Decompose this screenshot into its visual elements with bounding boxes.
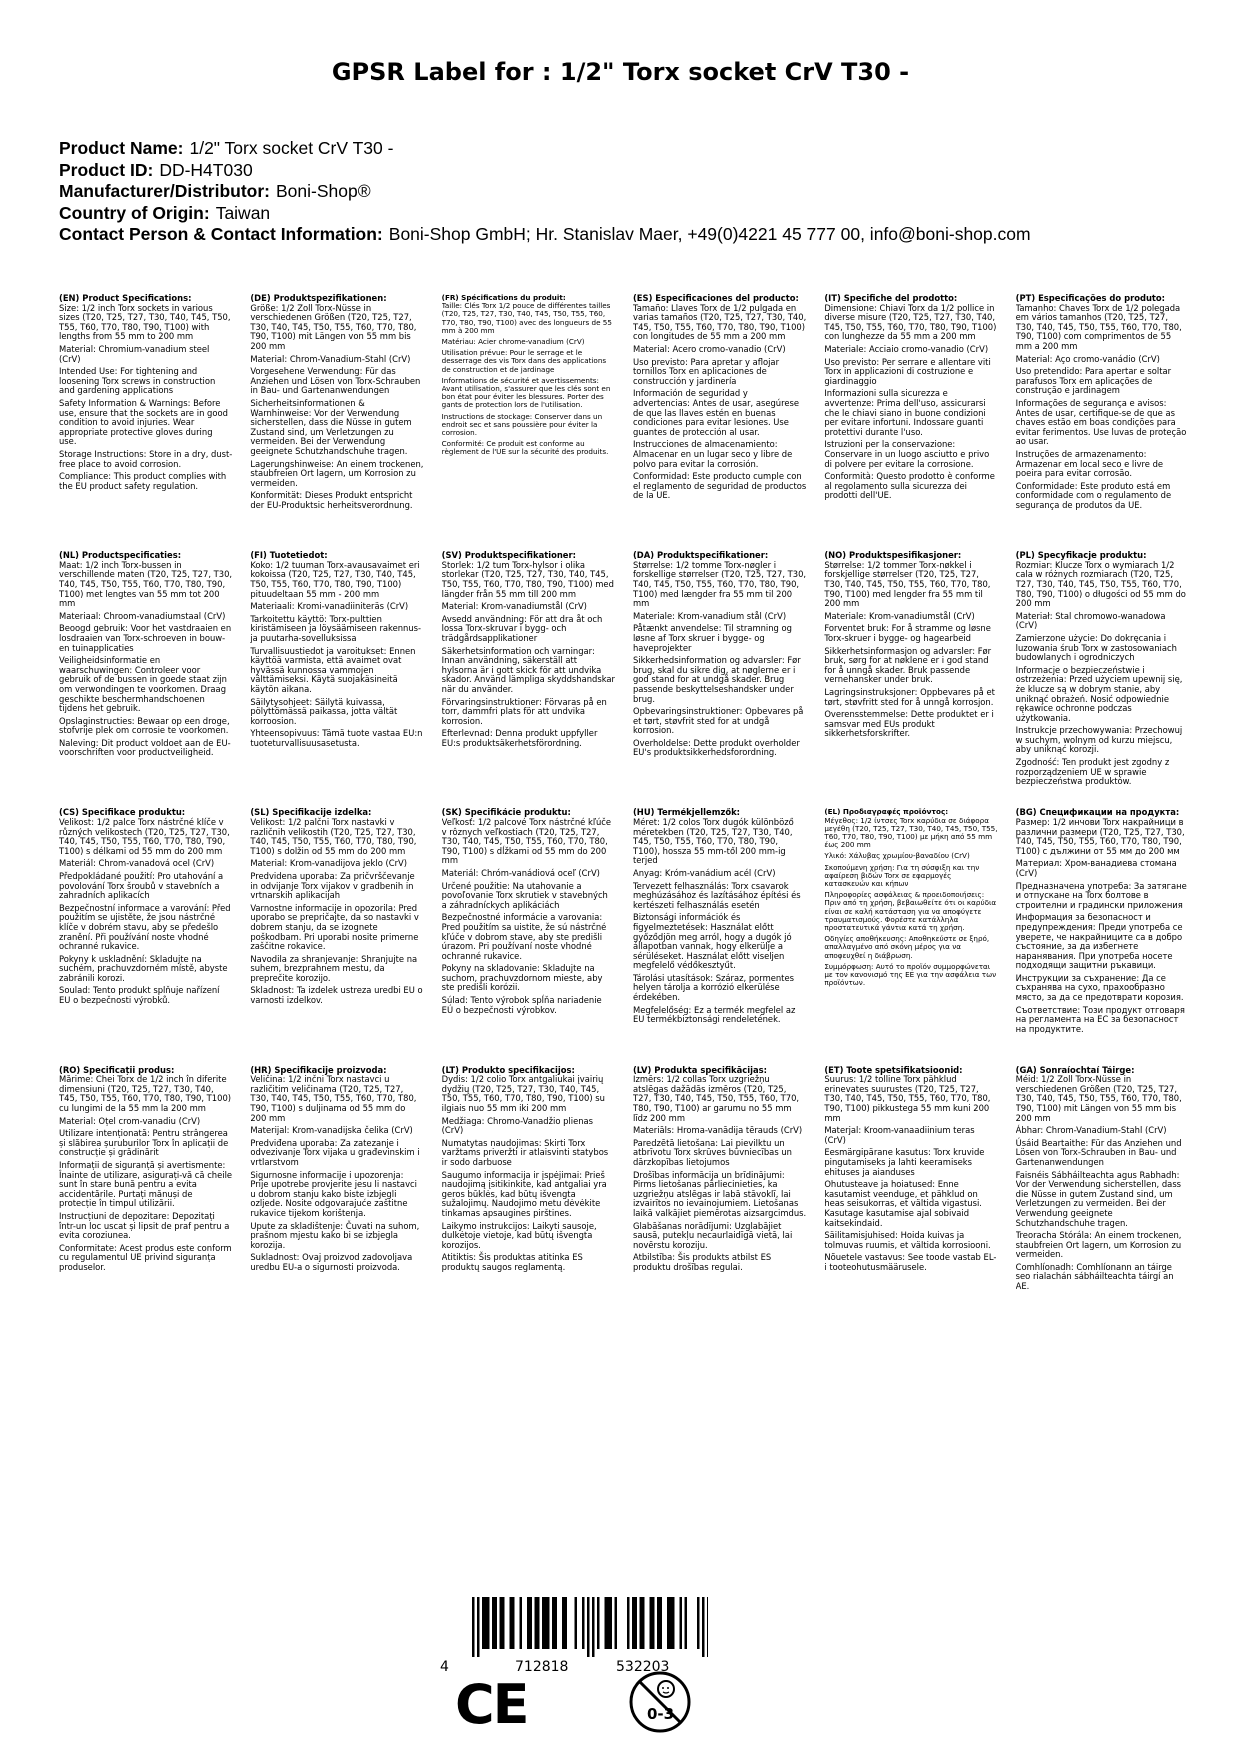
barcode-bar — [702, 1597, 705, 1657]
barcode — [440, 1597, 740, 1675]
spec-paragraph: Treoracha Stórála: An einem trockenen, staubfreien Ort lagern, um Korrosion zu vermeiden. — [1015, 1230, 1182, 1260]
spec-paragraph: Megfelelőség: Ez a termék megfelel az EU termékbiztonsági rendeletének. — [632, 1004, 796, 1025]
info-row — [59, 203, 1189, 225]
spec-block — [250, 808, 423, 1059]
spec-paragraph: Medžiaga: Chromo-Vanadžio plienas (CrV) — [441, 1115, 594, 1136]
spec-paragraph: Lagringsinstruksjoner: Oppbevares på et tørt, støvfritt sted for å unngå korrosjon. — [824, 686, 995, 707]
spec-block — [633, 551, 806, 802]
spec-paragraph: Biztonsági információk és figyelmeztetések: Használat előtt győződjön meg arról, hogy a dugók jó állapotban vannak, hogy elkerülje a sérüléseket. Használat előtt viseljen megfelelő védőkesztyűt. — [632, 912, 792, 971]
spec-paragraph: Bezpečnostné informácie a varovania: Pred použitím sa uistite, že sú nástrčné kľúče v dobrom stave, aby ste predišli úrazom. Pri používaní noste vhodné ochranné rukavice. — [441, 912, 607, 961]
barcode-digits-left: 712818 — [515, 1659, 569, 1675]
spec-paragraph: Faisnéis Sábháilteachta agus Rabhadh: Vor der Verwendung sicherstellen, dass die Nüsse in gutem Zustand sind, um Verletzungen zu vermeiden. Bei der Verwendung geeignete Schutzhandschuhe tragen. — [1015, 1169, 1182, 1228]
barcode-bar — [512, 1597, 515, 1649]
spec-paragraph: Инструкции за съхранение: Да се съхранява на сухо, прахообразно място, за да се предотврати корозия. — [1015, 972, 1184, 1003]
barcode-bar — [615, 1597, 618, 1649]
spec-paragraph: Material: Krom-vanadiumstål (CrV) — [441, 601, 587, 612]
spec-paragraph: Nõuetele vastavus: See toode vastab EL-i tooteohutusmäärusele. — [824, 1252, 997, 1272]
info-row — [59, 181, 1189, 203]
barcode-bar — [520, 1597, 523, 1649]
spec-paragraph: Mărime: Chei Torx de 1/2 inch în diferite dimensiuni (T20, T25, T27, T30, T40, T45, T50, T55, T60, T70, T80, T90, T100) cu lungimi de la 55 mm la 200 mm — [59, 1074, 232, 1113]
spec-block — [59, 294, 232, 545]
info-row — [59, 160, 1189, 182]
spec-paragraph: Sigurnosne informacije i upozorenja: Prije upotrebe provjerite jesu li nastavci u dobrom stanju kako biste izbjegli ozljede. Nosite odgovarajuće zaštitne rukavice tijekom korištenja. — [250, 1169, 417, 1218]
barcode-bar — [472, 1597, 475, 1657]
spec-paragraph: Materiál: Chróm-vanádiová oceľ (CrV) — [441, 867, 600, 878]
spec-paragraph: Atitiktis: Šis produktas atitinka ES produktų saugos reglamentą. — [441, 1252, 583, 1272]
spec-paragraph: Размер: 1/2 инчови Torx накрайници в различни размери (T20, T25, T27, T30, T40, T45, T50, T55, T60, T70, T80, T90, T100) с дължини от 55 мм до 200 мм — [1015, 816, 1185, 856]
spec-paragraph: Informações de segurança e avisos: Antes de usar, certifique-se de que as chaves estão em boas condições para evitar ferimentos. Use luvas de proteção ao usar. — [1015, 397, 1187, 447]
info-label: Country of Origin: — [59, 202, 210, 223]
spec-paragraph: Materijal: Krom-vanadijska čelika (CrV) — [250, 1125, 413, 1136]
barcode-bar — [502, 1597, 505, 1649]
spec-paragraph: Konformität: Dieses Produkt entspricht der EU-Produktsic herheitsverordnung. — [250, 490, 413, 510]
spec-paragraph: Informazioni sulla sicurezza e avvertenze: Prima dell'uso, assicurarsi che le chiavi siano in buone condizioni per evitare infortuni. Indossare guanti protettivi durante l'uso. — [824, 388, 986, 437]
spec-paragraph: Storlek: 1/2 tum Torx-hylsor i olika storlekar (T20, T25, T27, T30, T40, T45, T50, T55, T60, T70, T80, T90, T100) med längder från 55 mm till 200 mm — [441, 559, 614, 599]
barcode-bar — [650, 1597, 653, 1649]
spec-paragraph: Съответствие: Този продукт отговаря на регламента на ЕС за безопасност на продуктите. — [1015, 1004, 1185, 1034]
barcode-bar — [510, 1597, 513, 1649]
barcode-bar — [575, 1597, 578, 1649]
spec-block — [59, 1066, 232, 1317]
spec-paragraph: Taille: Clés Torx 1/2 pouce de différentes tailles (T20, T25, T27, T30, T40, T45, T50, T55, T60, T70, T80, T90, T100) avec des longueurs de 55 mm à 200 mm — [441, 301, 612, 335]
spec-block — [59, 551, 232, 802]
spec-paragraph: Veličina: 1/2 inčni Torx nastavci u različitim veličinama (T20, T25, T27, T30, T40, T45, T50, T55, T60, T70, T80, T90, T100) s duljinama od 55 mm do 200 mm — [250, 1074, 417, 1123]
spec-paragraph: Informacje o bezpieczeństwie i ostrzeżenia: Przed użyciem upewnij się, że klucze są w dobrym stanie, aby uniknąć obrażeń. Nosić odpowiednie rękawice ochronne podczas użytkowania. — [1015, 664, 1183, 723]
spec-paragraph: Størrelse: 1/2 tommer Torx-nøkkel i forskjellige størrelser (T20, T25, T27, T30, T40, T45, T50, T55, T60, T70, T80, T90, T100) med lengder fra 55 mm til 200 mm — [824, 559, 991, 609]
spec-paragraph: Μέγεθος: 1/2 ίντσες Torx καρύδια σε διάφορα μεγέθη (T20, T25, T27, T30, T40, T45, T50, T55, T60, T70, T80, T90, T100) με μήκη από 55 mm έως 200 mm — [824, 815, 998, 850]
spec-paragraph: Instrukcje przechowywania: Przechowuj w suchym, wolnym od kurzu miejscu, aby uniknąć korozji. — [1015, 725, 1183, 755]
spec-heading: (EN) Product Specifications: — [59, 294, 192, 303]
spec-paragraph: Conformità: Questo prodotto è conforme al regolamento sulla sicurezza dei prodotti dell'UE. — [824, 471, 995, 501]
spec-heading: (IT) Specifiche del prodotto: — [824, 294, 958, 303]
spec-heading: (LT) Produkto specifikacijos: — [441, 1065, 575, 1075]
spec-paragraph: Информация за безопасност и предупреждения: Преди употреба се уверете, че накрайниците са в добро състояние, за да избегнете наранявания. При употреба носете подходящи защитни ръкавици. — [1015, 912, 1183, 971]
spec-paragraph: Materiale: Krom-vanadium stål (CrV) — [632, 610, 787, 621]
spec-paragraph: Beoogd gebruik: Voor het vastdraaien en losdraaien van Torx-schroeven in bouw- en tuinapplicaties — [59, 623, 232, 653]
info-value: 1/2" Torx socket CrV T30 - — [189, 138, 394, 158]
barcode-bar — [482, 1597, 485, 1649]
barcode-bar — [680, 1597, 683, 1649]
spec-heading: (PT) Especificações do produto: — [1015, 294, 1166, 303]
spec-paragraph: Σκοπούμενη χρήση: Για τη σύσφιξη και την αφαίρεση βιδών Torx σε εφαρμογές κατασκευών και κήπων — [824, 862, 980, 889]
info-label: Product Name: — [59, 138, 184, 158]
spec-paragraph: Paredzētā lietošana: Lai pievilktu un atbrīvotu Torx skrūves būvniecības un dārzkopības lietojumos — [632, 1137, 792, 1167]
spec-block — [250, 551, 423, 802]
spec-block — [1016, 294, 1189, 545]
spec-block — [633, 294, 806, 545]
spec-heading: (LV) Produkta specifikācijas: — [632, 1065, 767, 1075]
spec-block — [442, 294, 615, 545]
info-value: Taiwan — [215, 202, 271, 223]
spec-heading: (PL) Specyfikacje produktu: — [1015, 551, 1147, 561]
spec-heading: (DA) Produktspecifikationer: — [632, 551, 769, 561]
spec-paragraph: Atbilstība: Šis produkts atbilst ES produktu drošības regulai. — [632, 1252, 772, 1272]
spec-paragraph: Material: Acero cromo-vanadio (CrV) — [632, 343, 786, 354]
info-row — [59, 224, 1189, 246]
spec-paragraph: Avsedd användning: För att dra åt och lossa Torx-skruvar i bygg- och trädgårdsapplikationer — [441, 613, 603, 643]
spec-paragraph: Laikymo instrukcijos: Laikyti sausoje, dulkėtoje vietoje, kad būtų išvengta korozijos. — [441, 1220, 597, 1250]
spec-heading: (SV) Produktspecifikationer: — [441, 551, 576, 561]
barcode-digits-right: 532203 — [616, 1659, 670, 1675]
spec-heading: (ES) Especificaciones del producto: — [632, 294, 799, 303]
spec-paragraph: Varnostne informacije in opozorila: Pred uporabo se prepričajte, da so nastavki v dobrem stanju, da se izognete poškodbam. Pri uporabi nosite primerne zaščitne rokavice. — [250, 902, 419, 952]
spec-paragraph: Größe: 1/2 Zoll Torx-Nüsse in verschiedenen Größen (T20, T25, T27, T30, T40, T45, T50, T55, T60, T70, T80, T90, T100) mit Längen von 55 mm bis 200 mm — [250, 302, 417, 351]
barcode-bar — [670, 1597, 673, 1649]
spec-paragraph: Intended Use: For tightening and loosening Torx screws in construction and gardening applications — [59, 366, 216, 396]
spec-block — [442, 1066, 615, 1317]
spec-paragraph: Materiał: Stal chromowo-wanadowa (CrV) — [1015, 610, 1166, 631]
barcode-bar — [552, 1597, 555, 1649]
barcode-bar — [535, 1597, 538, 1649]
spec-paragraph: Ohutusteave ja hoiatused: Enne kasutamist veenduge, et pähklud on heas seisukorras, et vältida vigastusi. Kasutage kasutamise ajal sobivaid kaitsekindaid. — [824, 1179, 982, 1228]
info-value: DD-H4T030 — [159, 159, 253, 180]
barcode-bar — [547, 1597, 550, 1649]
barcode-bar — [685, 1597, 688, 1649]
spec-block — [1016, 551, 1189, 802]
barcode-bar — [537, 1597, 540, 1649]
barcode-bar — [582, 1597, 585, 1649]
spec-paragraph: Πληροφορίες ασφάλειας & προειδοποιήσεις: Πριν από τη χρήση, βεβαιωθείτε ότι οι καρύδια είναι σε καλή κατάσταση για να αποφύγετε τραυματισμούς. Φορέστε κατάλληλα προστατευτικά γάντια κατά τη χρήση. — [824, 890, 997, 933]
spec-paragraph: Soulad: Tento produkt splňuje nařízení EU o bezpečnosti výrobků. — [59, 985, 220, 1006]
spec-paragraph: Numatytas naudojimas: Skirti Torx varžtams priveržti ir atlaisvinti statybos ir sodo darbuose — [441, 1137, 609, 1167]
spec-paragraph: Pokyny k uskladnění: Skladujte na suchém, prachuvzdorném místě, abyste zabránili korozi. — [59, 953, 228, 983]
spec-paragraph: Säilytysohjeet: Säilytä kuivassa, pölyttömässä paikassa, jotta vältät korroosion. — [250, 696, 398, 726]
barcode-bar — [487, 1597, 490, 1649]
spec-paragraph: Sikkerhetsinformasjon og advarsler: Før bruk, sørg for at nøklene er i god stand for å unngå skader. Bruk passende vernehansker under bruk. — [824, 645, 992, 685]
spec-paragraph: Tervezett felhasználás: Torx csavarok meghúzásához és lazításához építési és kertészeti felhasználás esetén — [632, 880, 801, 910]
spec-paragraph: Size: 1/2 inch Torx sockets in various sizes (T20, T25, T27, T30, T40, T45, T50, T55, T60, T70, T80, T90, T100) with lengths from 55 mm to 200 mm — [59, 302, 231, 342]
info-value: Boni-Shop GmbH; Hr. Stanislav Maer, +49(0)4221 45 777 00, info@boni-shop.com — [388, 224, 1031, 244]
spec-paragraph: Conformidad: Este producto cumple con el reglamento de seguridad de productos de la UE. — [632, 471, 807, 501]
spec-paragraph: Dydis: 1/2 colio Torx antgaliukai įvairių dydžių (T20, T25, T27, T30, T40, T45, T50, T55, T60, T70, T80, T90, T100) su ilgiais nuo 55 mm iki 200 mm — [441, 1074, 605, 1113]
spec-paragraph: Istruzioni per la conservazione: Conservare in un luogo asciutto e privo di polvere per evitare la corrosione. — [824, 439, 990, 469]
info-label: Contact Person & Contact Information: — [59, 224, 383, 244]
spec-paragraph: Zamierzone użycie: Do dokręcania i luzowania śrub Torx w zastosowaniach budowlanych i ogrodniczych — [1015, 632, 1177, 663]
spec-paragraph: Méid: 1/2 Zoll Torx-Nüsse in verschiedenen Größen (T20, T25, T27, T30, T40, T45, T50, T55, T60, T70, T80, T90, T100) mit Längen von 55 mm bis 200 mm — [1015, 1074, 1182, 1123]
spec-paragraph: Materiale: Acciaio cromo-vanadio (CrV) — [824, 343, 989, 354]
spec-paragraph: Méret: 1/2 colos Torx dugók különböző méretekben (T20, T25, T27, T30, T40, T45, T50, T55, T60, T70, T80, T90, T100), hossza 55 mm-től 200 mm-ig terjed — [632, 816, 794, 866]
spec-paragraph: Instruções de armazenamento: Armazenar em local seco e livre de poeira para evitar corrosão. — [1015, 448, 1164, 479]
barcode-bar — [605, 1597, 608, 1649]
spec-paragraph: Súlad: Tento výrobok spĺňa nariadenie EÚ o bezpečnosti výrobkov. — [441, 995, 602, 1015]
barcode-bars — [472, 1597, 708, 1657]
spec-block — [442, 808, 615, 1059]
spec-paragraph: Συμμόρφωση: Αυτό το προϊόν συμμορφώνεται με τον κανονισμό της ΕΕ για την ασφάλεια των προϊόντων. — [824, 961, 997, 988]
spec-paragraph: Efterlevnad: Denna produkt uppfyller EU:s produktsäkerhetsförordning. — [441, 728, 598, 748]
spec-block — [824, 294, 997, 545]
barcode-bar — [500, 1597, 503, 1649]
spec-heading: (FR) Spécifications du produit: — [441, 294, 566, 302]
spec-paragraph: Overholdelse: Dette produkt overholder EU's produktsikkerhedsforordning. — [632, 737, 800, 758]
spec-paragraph: Material: Oțel crom-vanadiu (CrV) — [59, 1115, 201, 1126]
spec-paragraph: Opslaginstructies: Bewaar op een droge, stofvrije plek om corrosie te voorkomen. — [59, 715, 230, 736]
spec-paragraph: Předpokládané použití: Pro utahování a povolování Torx šroubů v stavebních a zahradních aplikacích — [59, 870, 224, 901]
spec-paragraph: Tamaño: Llaves Torx de 1/2 pulgada en varias tamaños (T20, T25, T27, T30, T40, T45, T50, T55, T60, T70, T80, T90, T100) con longitudes de 55 mm a 200 mm — [632, 302, 807, 342]
no-children-under-3-icon — [628, 1670, 692, 1734]
spec-paragraph: Suurus: 1/2 tolline Torx pähklud erinevates suurustes (T20, T25, T27, T30, T40, T45, T50, T55, T60, T70, T80, T90, T100) pikkustega 55 mm kuni 200 mm — [824, 1074, 991, 1123]
spec-paragraph: Forventet bruk: For å stramme og løsne Torx-skruer i bygge- og hagearbeid — [824, 623, 991, 643]
spec-paragraph: Instructions de stockage: Conserver dans un endroit sec et sans poussière pour éviter la corrosion. — [441, 411, 603, 438]
spec-paragraph: Veľkosť: 1/2 palcové Torx nástrčné kľúče v rôznych veľkostiach (T20, T25, T27, T30, T40, T45, T50, T55, T60, T70, T80, T90, T100) s dĺžkami od 55 mm do 200 mm — [441, 816, 612, 866]
spec-paragraph: Overensstemmelse: Dette produktet er i samsvar med EUs produkt sikkerhetsforskrifter. — [824, 709, 994, 739]
spec-paragraph: Conformité: Ce produit est conforme au règlement de l'UE sur la sécurité des produits. — [441, 439, 609, 457]
spec-paragraph: Materiaali: Kromi-vanadiiniteräs (CrV) — [250, 601, 409, 612]
spec-heading: (HU) Termékjellemzők: — [632, 808, 740, 818]
spec-block — [824, 551, 997, 802]
spec-paragraph: Οδηγίες αποθήκευσης: Αποθηκεύστε σε ξηρό, απαλλαγμένο από σκόνη μέρος για να αποφευχθεί η διάβρωση. — [824, 934, 990, 960]
spec-paragraph: Conformitate: Acest produs este conform cu regulamentul UE privind siguranța produselor. — [59, 1242, 232, 1272]
spec-paragraph: Materiāls: Hroma-vanādija tērauds (CrV) — [632, 1125, 803, 1136]
spec-heading: (NO) Produktspesifikasjoner: — [824, 551, 962, 561]
barcode-bar — [635, 1597, 638, 1649]
spec-paragraph: Turvallisuustiedot ja varoitukset: Ennen käyttöä varmista, että avaimet ovat hyvässä kunnossa vammojen välttämiseksi. Käytä suojakäsineitä käytön aikana. — [250, 645, 416, 694]
barcode-bar — [485, 1597, 488, 1649]
spec-paragraph: Material: Chrom-Vanadium-Stahl (CrV) — [250, 353, 411, 364]
spec-paragraph: Opbevaringsinstruktioner: Opbevares på et tørt, støvfrit sted for at undgå korrosion. — [632, 706, 804, 736]
spec-block — [1016, 1066, 1189, 1317]
spec-block — [633, 1066, 806, 1317]
spec-block — [633, 808, 806, 1059]
spec-paragraph: Materiál: Chrom-vanadová ocel (CrV) — [59, 858, 215, 869]
spec-block — [442, 551, 615, 802]
product-info — [59, 138, 1189, 246]
barcode-bar — [555, 1597, 558, 1649]
spec-paragraph: Información de seguridad y advertencias: Antes de usar, asegúrese de que las llaves estén en buenas condiciones para evitar lesiones. Use guantes de protección al usar. — [632, 388, 800, 437]
spec-paragraph: Informații de siguranță și avertismente: Înainte de utilizare, asigurați-vă că cheile sunt în stare bună pentru a evita accidentările. Purtați mănuși de protecție în timpul utilizării. — [59, 1159, 233, 1209]
barcode-bar — [640, 1597, 643, 1649]
spec-paragraph: Størrelse: 1/2 tomme Torx-nøgler i forskellige størrelser (T20, T25, T27, T30, T40, T45, T50, T55, T60, T70, T80, T90, T100) med længder fra 55 mm til 200 mm — [632, 559, 807, 609]
spec-heading: (ET) Toote spetsifikatsioonid: — [824, 1065, 963, 1075]
spec-paragraph: Instrucciones de almacenamiento: Almacenar en un lugar seco y libre de polvo para evitar la corrosión. — [632, 439, 793, 469]
barcode-bar — [667, 1597, 670, 1649]
spec-paragraph: Predvidena uporaba: Za pričvrščevanje in odvijanje Torx vijakov v gradbenih in vrtnarskih aplikacijah — [250, 870, 415, 901]
spec-heading: (CS) Specifikace produktu: — [59, 808, 186, 818]
barcode-bar — [495, 1597, 498, 1649]
spec-paragraph: Материал: Хром-ванадиева стомана (CrV) — [1015, 858, 1177, 878]
spec-paragraph: Dimensione: Chiavi Torx da 1/2 pollice in diverse misure (T20, T25, T27, T30, T40, T45, T50, T55, T60, T70, T80, T90, T100) con lunghezze da 55 mm a 200 mm — [824, 302, 997, 342]
spec-block — [59, 808, 232, 1059]
barcode-bar — [562, 1597, 565, 1649]
barcode-bar — [632, 1597, 635, 1649]
spec-paragraph: Uso pretendido: Para apertar e soltar parafusos Torx em aplicações de construção e jardinagem — [1015, 366, 1172, 396]
spec-paragraph: Comhlíonadh: Comhlíonann an táirge seo rialachán sábháilteachta táirgí an AE. — [1015, 1261, 1174, 1292]
spec-paragraph: Material: Chromium-vanadium steel (CrV) — [59, 343, 210, 364]
spec-block — [824, 808, 997, 1059]
spec-paragraph: Anyag: Króm-vanádium acél (CrV) — [632, 867, 776, 878]
spec-paragraph: Tarkoitettu käyttö: Torx-pulttien kiristämiseen ja löysäämiseen rakennus- ja puutarha-sovelluksissa — [250, 613, 422, 643]
spec-block — [1016, 808, 1189, 1059]
barcode-bar — [492, 1597, 495, 1649]
spec-paragraph: Veiligheidsinformatie en waarschuwingen: Controleer voor gebruik of de bussen in goede staat zijn om verwondingen te voorkomen. Draag geschikte beschermhandschoenen tijdens het gebruik. — [59, 655, 227, 714]
barcode-bar — [627, 1597, 630, 1649]
barcode-bar — [527, 1597, 530, 1649]
spec-heading: (BG) Спецификации на продукта: — [1015, 808, 1180, 818]
spec-paragraph: Compliance: This product complies with the EU product safety regulation. — [59, 471, 227, 491]
spec-paragraph: Uso previsto: Per serrare e allentare viti Torx in applicazioni di costruzione e giardinaggio — [824, 356, 991, 386]
barcode-bar — [610, 1597, 613, 1649]
barcode-bar — [697, 1597, 700, 1649]
spec-paragraph: Izmērs: 1/2 collas Torx uzgriežņu atslēgas dažādās izmēros (T20, T25, T27, T30, T40, T45, T50, T55, T60, T70, T80, T90, T100) ar garumu no 55 mm līdz 200 mm — [632, 1074, 800, 1123]
spec-paragraph: Zgodność: Ten produkt jest zgodny z rozporządzeniem UE w sprawie bezpieczeństwa produktów. — [1015, 757, 1170, 787]
spec-paragraph: Lagerungshinweise: An einem trockenen, staubfreien Ort lagern, um Korrosion zu vermeiden. — [250, 458, 424, 488]
spec-paragraph: Υλικό: Χάλυβας χρωμίου-βαναδίου (CrV) — [824, 851, 970, 861]
spec-paragraph: Rozmiar: Klucze Torx o wymiarach 1/2 cala w różnych rozmiarach (T20, T25, T27, T30, T40, T45, T50, T55, T60, T70, T80, T90, T100) o długości od 55 mm do 200 mm — [1015, 559, 1186, 609]
spec-paragraph: Påtænkt anvendelse: Til stramning og løsne af Torx skruer i bygge- og haveprojekter — [632, 623, 792, 653]
spec-paragraph: Säkerhetsinformation och varningar: Innan användning, säkerställ att hylsorna är i gott skick för att undvika skador. Använd lämpliga skyddshandskar när du använder. — [441, 645, 615, 694]
barcode-bar — [657, 1597, 660, 1649]
spec-block — [824, 1066, 997, 1317]
spec-paragraph: Velikost: 1/2 palce Torx nástrčné klíče v různých velikostech (T20, T25, T27, T30, T40, T45, T50, T55, T60, T70, T80, T90, T100) s délkami od 55 mm do 200 mm — [59, 816, 230, 856]
spec-paragraph: Предназначена употреба: За затягане и отпускане на Torx болтове в строителни и градински приложения — [1015, 880, 1187, 910]
barcode-bar — [545, 1597, 548, 1649]
spec-paragraph: Koko: 1/2 tuuman Torx-avausavaimet eri kokoissa (T20, T25, T27, T30, T40, T45, T50, T55, T60, T70, T80, T90, T100) pituudeltaan 55 mm - 200 mm — [250, 559, 420, 599]
barcode-bar — [592, 1597, 595, 1657]
spec-heading: (NL) Productspecificaties: — [59, 551, 182, 561]
spec-paragraph: Ábhar: Chrom-Vanadium-Stahl (CrV) — [1015, 1125, 1167, 1136]
spec-grid — [59, 294, 1189, 1574]
barcode-bar — [652, 1597, 655, 1649]
barcode-bar — [542, 1597, 545, 1649]
info-label: Product ID: — [59, 159, 154, 180]
spec-paragraph: Saugumo informacija ir įspėjimai: Prieš naudojimą įsitikinkite, kad antgaliai yra geros būklės, kad būtų išvengta sužalojimų. Naudojimo metu dėvėkite tinkamas apsaugines pirštines. — [441, 1169, 607, 1218]
spec-heading: (FI) Tuotetiedot: — [250, 551, 328, 561]
spec-heading: (SL) Specifikacije izdelka: — [250, 808, 372, 818]
spec-paragraph: Sicherheitsinformationen & Warnhinweise: Vor der Verwendung sicherstellen, dass die Nüsse in gutem Zustand sind, um Verletzungen zu vermeiden. Bei der Verwendung geeignete Schutzhandschuhe tragen. — [250, 397, 412, 456]
spec-paragraph: Tamanho: Chaves Torx de 1/2 polegada em vários tamanhos (T20, T25, T27, T30, T40, T45, T50, T55, T60, T70, T80, T90, T100) com comprimentos de 55 mm a 200 mm — [1015, 302, 1182, 351]
spec-paragraph: Safety Information & Warnings: Before use, ensure that the sockets are in good condition to avoid injuries. Wear appropriate protective gloves during use. — [59, 397, 228, 447]
info-value: Boni-Shop® — [275, 181, 371, 201]
info-row — [59, 138, 1189, 160]
barcode-bar — [597, 1597, 600, 1649]
spec-paragraph: Skladnost: Ta izdelek ustreza uredbi EU o varnosti izdelkov. — [250, 985, 423, 1006]
barcode-bar — [707, 1597, 708, 1657]
spec-paragraph: Material: Krom-vanadijova jeklo (CrV) — [250, 858, 408, 869]
spec-paragraph: Glabāšanas norādījumi: Uzglabājiet sausā, putekļu necaurlaidīgā vietā, lai novērstu koroziju. — [632, 1220, 793, 1250]
spec-paragraph: Navodila za shranjevanje: Shranjujte na suhem, brezprahnem mestu, da preprečite korozijo. — [250, 953, 418, 983]
spec-paragraph: Storage Instructions: Store in a dry, dust-free place to avoid corrosion. — [59, 448, 233, 469]
barcode-bar — [660, 1597, 663, 1649]
barcode-bar — [477, 1597, 480, 1657]
spec-paragraph: Materiaal: Chroom-vanadiumstaal (CrV) — [59, 610, 226, 621]
spec-paragraph: Materiale: Krom-vanadiumstål (CrV) — [824, 610, 975, 621]
spec-paragraph: Tárolási utasítások: Száraz, pormentes helyen tárolja a korrózió elkerülése érdekében. — [632, 972, 794, 1003]
barcode-bar — [587, 1597, 590, 1657]
spec-paragraph: Velikost: 1/2 palčni Torx nastavki v različnih velikostih (T20, T25, T27, T30, T40, T45, T50, T55, T60, T70, T80, T90, T100) s dolžin od 55 mm do 200 mm — [250, 816, 417, 856]
spec-paragraph: Vorgesehene Verwendung: Für das Anziehen und Lösen von Torx-Schrauben in Bau- und Gartenanwendungen — [250, 366, 421, 396]
spec-paragraph: Maat: 1/2 inch Torx-bussen in verschillende maten (T20, T25, T27, T30, T40, T45, T50, T55, T60, T70, T80, T90, T100) met lengtes van 55 mm tot 200 mm — [59, 559, 233, 609]
age-warning-text: 0-3 — [647, 1705, 675, 1723]
spec-paragraph: Sikkerhedsinformation og advarsler: Før brug, skal du sikre dig, at nøglerne er i god stand for at undgå skader. Brug passende beskyttelseshandsker under brug. — [632, 655, 801, 704]
spec-paragraph: Určené použitie: Na utahovanie a povoľovanie Torx skrutiek v stavebných a záhradníckych aplikáciách — [441, 880, 608, 910]
spec-paragraph: Pokyny na skladovanie: Skladujte na suchom, prachuvzdornom mieste, aby ste predišli korózii. — [441, 963, 603, 993]
spec-heading: (RO) Specificații produs: — [59, 1065, 175, 1075]
spec-paragraph: Eesmärgipärane kasutus: Torx kruvide pingutamiseks ja lahti keeramiseks ehituses ja aianduses — [824, 1147, 985, 1177]
spec-paragraph: Säilitamisjuhised: Hoida kuivas ja tolmuvas ruumis, et vältida korrosiooni. — [824, 1230, 991, 1250]
spec-paragraph: Materjal: Kroom-vanaadiinium teras (CrV) — [824, 1125, 975, 1145]
spec-block — [250, 1066, 423, 1317]
spec-paragraph: Predviđena uporaba: Za zatezanje i odvezivanje Torx vijaka u građevinskim i vrtlarstvom — [250, 1137, 420, 1167]
spec-heading: (SK) Špecifikácie produktu: — [441, 808, 571, 818]
spec-paragraph: Upute za skladištenje: Čuvati na suhom, prašnom mjestu kako bi se izbjegla korozija. — [250, 1220, 420, 1250]
spec-paragraph: Material: Aço cromo-vanádio (CrV) — [1015, 353, 1160, 364]
spec-paragraph: Utilizare intenționată: Pentru strângerea și slăbirea șuruburilor Torx în aplicații de construcție și grădinărit — [59, 1128, 229, 1158]
spec-paragraph: Bezpečnostní informace a varování: Před použitím se ujistěte, že jsou nástrčné klíče v dobrém stavu, aby se předešlo zranění. Při používání noste vhodné ochranné rukavice. — [59, 902, 231, 952]
spec-paragraph: Sukladnost: Ovaj proizvod zadovoljava uredbu EU-a o sigurnosti proizvoda. — [250, 1252, 413, 1272]
spec-paragraph: Yhteensopivuus: Tämä tuote vastaa EU:n tuoteturvallisuusasetusta. — [250, 728, 423, 748]
spec-heading: (GA) Sonraíochtaí Táirge: — [1015, 1065, 1135, 1075]
spec-paragraph: Instrucțiuni de depozitare: Depozitați într-un loc uscat și lipsit de praf pentru a evita coroziunea. — [59, 1210, 230, 1241]
barcode-bar — [642, 1597, 645, 1649]
spec-paragraph: Utilisation prévue: Pour le serrage et le desserrage des vis Torx dans des applications de construction et de jardinage — [441, 348, 607, 374]
barcode-bar — [672, 1597, 675, 1649]
spec-paragraph: Förvaringsinstruktioner: Förvaras på en torr, dammfri plats för att undvika korrosion. — [441, 696, 607, 726]
ce-mark: CE — [455, 1673, 528, 1736]
barcode-bar — [607, 1597, 610, 1649]
spec-heading: (HR) Specifikacije proizvoda: — [250, 1065, 387, 1075]
barcode-bar — [530, 1597, 533, 1649]
spec-paragraph: Úsáid Beartaithe: Für das Anziehen und Lösen von Torx-Schrauben in Bau- und Gartenanwendungen — [1015, 1137, 1182, 1167]
spec-paragraph: Uso previsto: Para apretar y aflojar tornillos Torx en aplicaciones de construcción y jardinería — [632, 356, 780, 386]
spec-paragraph: Conformidade: Este produto está em conformidade com o regulamento de segurança de produtos da UE. — [1015, 480, 1172, 510]
spec-paragraph: Drošības informācija un brīdinājumi: Pirms lietošanas pārliecinieties, ka uzgriežņu atslēgas ir labā stāvoklī, lai izvairītos no ievainojumiem. Lietošanas laikā valkājiet piemērotas aizsargcimdus. — [632, 1169, 807, 1218]
page-title: GPSR Label for : 1/2" Torx socket CrV T30 - — [331, 58, 910, 86]
barcode-bar — [565, 1597, 568, 1649]
barcode-digit-prefix: 4 — [440, 1659, 449, 1675]
spec-heading: (EL) Προδιαγραφές προϊόντος: — [824, 808, 949, 817]
spec-paragraph: Naleving: Dit product voldoet aan de EU-voorschriften voor productveiligheid. — [59, 737, 231, 758]
spec-block — [250, 294, 423, 545]
spec-paragraph: Matériau: Acier chrome-vanadium (CrV) — [441, 337, 585, 347]
info-label: Manufacturer/Distributor: — [59, 181, 270, 201]
spec-paragraph: Informations de sécurité et avertissements: Avant utilisation, s'assurer que les clés sont en bon état pour éviter les blessures. Porter des gants de protection lors de l'utilisation. — [441, 375, 611, 410]
spec-heading: (DE) Produktspezifikationen: — [250, 294, 387, 303]
